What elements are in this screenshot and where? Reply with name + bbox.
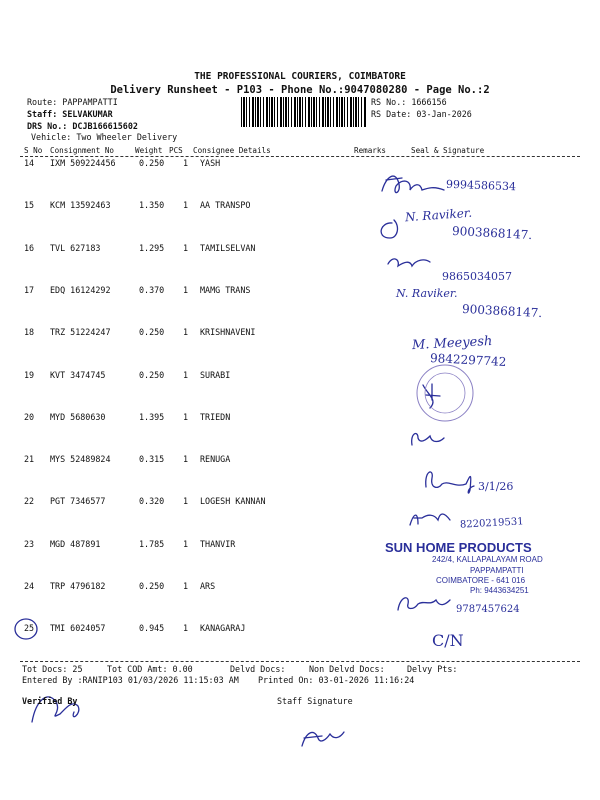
row-consignee: TRIEDN [200, 412, 231, 422]
row-pcs: 1 [183, 623, 189, 633]
delvd-docs: Delvd Docs: [230, 664, 286, 674]
signature-mark [302, 732, 344, 746]
row-consignee: KRISHNAVENI [200, 327, 256, 337]
row-consignee: TAMILSELVAN [200, 243, 256, 253]
row-pcs: 1 [183, 158, 189, 168]
col-sno: S No [24, 146, 43, 155]
row-consignment-no: MGD 487891 [50, 539, 101, 549]
handwritten-phone: 9003868147. [461, 301, 543, 321]
row-consignee: ARS [200, 581, 216, 591]
stamp-address: 242/4, KALLAPALAYAM ROAD [432, 555, 543, 564]
row-sno: 22 [24, 496, 35, 506]
row-pcs: 1 [183, 243, 189, 253]
row-consignment-no: MYS 52489824 [50, 454, 111, 464]
signature-mark [398, 598, 450, 610]
row-weight: 0.370 [139, 285, 165, 295]
row-sno: 17 [24, 285, 35, 295]
row-consignment-no: KVT 3474745 [50, 370, 106, 380]
row-consignee: THANVIR [200, 539, 236, 549]
row-consignment-no: EDQ 16124292 [50, 285, 111, 295]
tot-docs: Tot Docs: 25 [22, 664, 83, 674]
row-weight: 0.250 [139, 327, 165, 337]
rs-no-label: RS No.: 1666156 [371, 97, 447, 107]
handwritten-name: M. Meeyesh [411, 333, 493, 354]
signature-mark [412, 434, 444, 445]
footer-rule [20, 661, 580, 662]
row-consignment-no: PGT 7346577 [50, 496, 106, 506]
row-consignee: LOGESH KANNAN [200, 496, 266, 506]
row-weight: 1.295 [139, 243, 165, 253]
col-remarks: Remarks [354, 146, 387, 155]
handwritten-phone: 9787457624 [456, 604, 520, 615]
col-pcs: PCS [169, 146, 183, 155]
runsheet-title: Delivery Runsheet - P103 - Phone No.:9047080280 - Page No.:2 [110, 84, 490, 96]
row-weight: 0.250 [139, 370, 165, 380]
col-weight: Weight [135, 146, 163, 155]
stamp-address: Ph: 9443634251 [470, 586, 529, 595]
row-weight: 0.315 [139, 454, 165, 464]
row-sno: 25 [24, 623, 35, 633]
row-sno: 19 [24, 370, 35, 380]
entered-by: Entered By :RANIP103 01/03/2026 11:15:03 AM [22, 675, 239, 685]
col-consignment: Consignment No [50, 146, 115, 155]
row-weight: 1.395 [139, 412, 165, 422]
row-weight: 0.250 [139, 581, 165, 591]
row-consignee: YASH [200, 158, 221, 168]
handwritten-phone: 8220219531 [459, 516, 524, 531]
row-consignment-no: TMI 6024057 [50, 623, 106, 633]
row-weight: 0.945 [139, 623, 165, 633]
handwritten-phone: 9003868147. [451, 223, 533, 243]
stamp-address: COIMBATORE - 641 016 [436, 576, 526, 585]
rs-date-label: RS Date: 03-Jan-2026 [371, 109, 472, 119]
printed-on: Printed On: 03-01-2026 11:16:24 [258, 675, 415, 685]
handwritten-name: N. Raviker. [404, 205, 473, 225]
non-delvd-docs: Non Delvd Docs: [309, 664, 385, 674]
row-weight: 1.350 [139, 200, 165, 210]
row-sno: 18 [24, 327, 35, 337]
row-consignment-no: TRZ 51224247 [50, 327, 111, 337]
signature-mark [426, 472, 474, 493]
row-consignment-no: IXM 509224456 [50, 158, 116, 168]
row-weight: 0.320 [139, 496, 165, 506]
row-consignment-no: TRP 4796182 [50, 581, 106, 591]
handwritten-cn: C/N [432, 631, 464, 650]
row-weight: 0.250 [139, 158, 165, 168]
handwritten-date: 3/1/26 [478, 480, 514, 493]
row-pcs: 1 [183, 454, 189, 464]
drs-label: DRS No.: DCJB166615602 [27, 121, 138, 131]
row-sno: 16 [24, 243, 35, 253]
tot-cod-amt: Tot COD Amt: 0.00 [107, 664, 193, 674]
col-consignee: Consignee Details [193, 146, 271, 155]
row-pcs: 1 [183, 370, 189, 380]
row-consignee: SURABI [200, 370, 231, 380]
row-sno: 14 [24, 158, 35, 168]
staff-signature-label: Staff Signature [277, 696, 353, 706]
company-title: THE PROFESSIONAL COURIERS, COIMBATORE [194, 71, 406, 82]
vehicle-label: Vehicle: Two Wheeler Delivery [31, 132, 178, 142]
route-label: Route: PAPPAMPATTI [27, 97, 118, 107]
handwritten-phone: 9994586534 [445, 177, 517, 194]
handwritten-phone: 9865034057 [442, 270, 512, 283]
handwritten-name: N. Raviker. [396, 287, 458, 300]
row-pcs: 1 [183, 200, 189, 210]
row-consignee: AA TRANSPO [200, 200, 251, 210]
row-consignment-no: TVL 627183 [50, 243, 101, 253]
col-seal-signature: Seal & Signature [411, 146, 485, 155]
row-sno: 15 [24, 200, 35, 210]
signature-mark [388, 259, 430, 266]
delvy-pts: Delvy Pts: [407, 664, 458, 674]
row-weight: 1.785 [139, 539, 165, 549]
row-pcs: 1 [183, 539, 189, 549]
handwritten-phone: 9842297742 [429, 351, 507, 369]
row-consignment-no: KCM 13592463 [50, 200, 111, 210]
stamp-address: PAPPAMPATTI [470, 566, 524, 575]
signature-mark [381, 220, 397, 238]
row-sno: 21 [24, 454, 35, 464]
row-consignee: KANAGARAJ [200, 623, 246, 633]
row-pcs: 1 [183, 285, 189, 295]
signature-mark [410, 514, 450, 525]
row-consignment-no: MYD 5680630 [50, 412, 106, 422]
row-pcs: 1 [183, 496, 189, 506]
row-consignee: RENUGA [200, 454, 231, 464]
staff-label: Staff: SELVAKUMAR [27, 109, 113, 119]
row-sno: 24 [24, 581, 35, 591]
verified-by: Verified By [22, 696, 78, 706]
row-pcs: 1 [183, 327, 189, 337]
row-sno: 20 [24, 412, 35, 422]
row-pcs: 1 [183, 412, 189, 422]
row-pcs: 1 [183, 581, 189, 591]
signature-mark [425, 373, 465, 413]
row-consignee: MAMG TRANS [200, 285, 251, 295]
row-sno: 23 [24, 539, 35, 549]
sno-circle [15, 619, 37, 639]
stamp-company: SUN HOME PRODUCTS [385, 540, 532, 555]
signature-mark [382, 176, 444, 192]
